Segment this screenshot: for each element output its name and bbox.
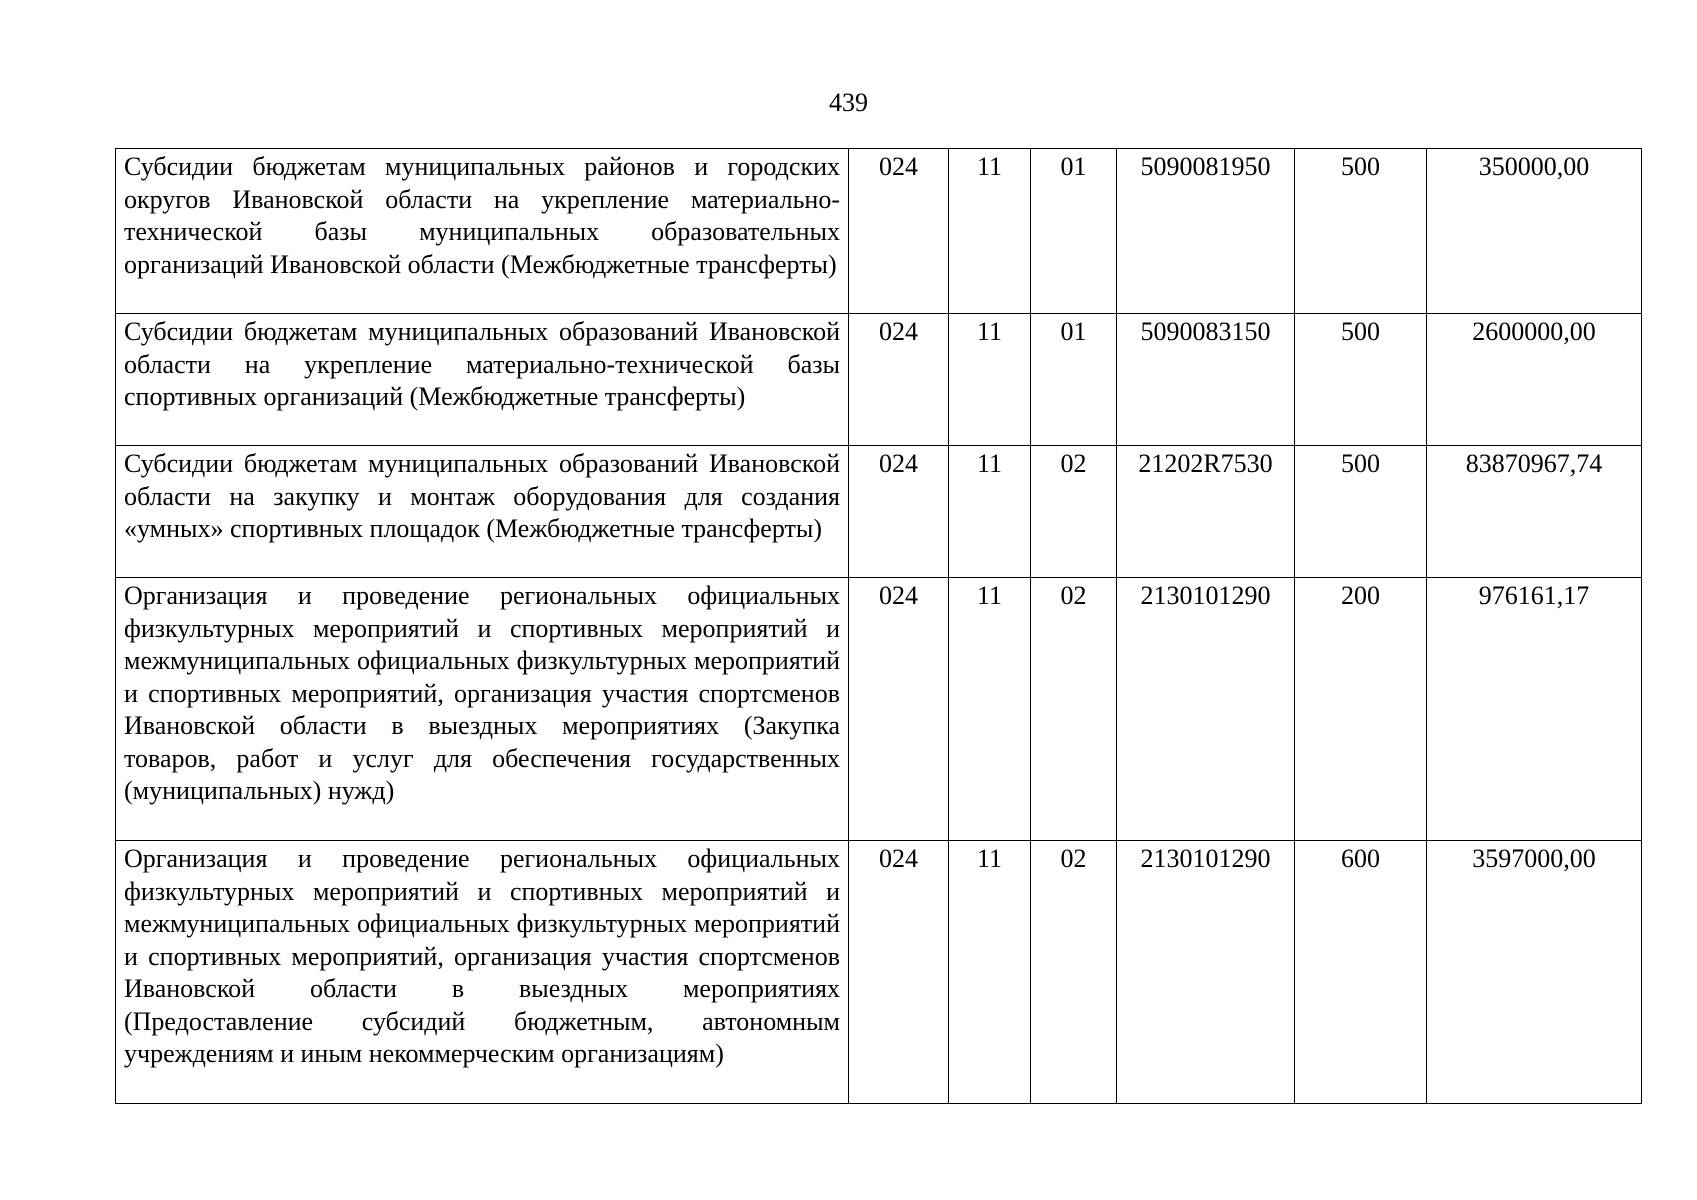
ministry-code: 024: [849, 314, 949, 446]
section-code: 11: [949, 314, 1031, 446]
amount: 2600000,00: [1427, 314, 1642, 446]
row-description: Субсидии бюджетам муниципальных образований Ивановской области на укрепление материально-технической базы спортивных организаций (Межбюджетные трансферты): [116, 314, 849, 446]
section-code: 11: [949, 446, 1031, 578]
expense-type-code: 200: [1295, 578, 1427, 841]
ministry-code: 024: [849, 841, 949, 1104]
target-article-code: 5090081950: [1117, 149, 1295, 314]
section-code: 11: [949, 841, 1031, 1104]
subsection-code: 01: [1031, 149, 1117, 314]
expense-type-code: 500: [1295, 446, 1427, 578]
amount: 3597000,00: [1427, 841, 1642, 1104]
amount: 976161,17: [1427, 578, 1642, 841]
section-code: 11: [949, 149, 1031, 314]
target-article-code: 2130101290: [1117, 841, 1295, 1104]
expense-type-code: 600: [1295, 841, 1427, 1104]
amount: 83870967,74: [1427, 446, 1642, 578]
expense-type-code: 500: [1295, 314, 1427, 446]
amount: 350000,00: [1427, 149, 1642, 314]
subsection-code: 02: [1031, 446, 1117, 578]
row-description: Субсидии бюджетам муниципальных образований Ивановской области на закупку и монтаж оборудования для создания «умных» спортивных площадок (Межбюджетные трансферты): [116, 446, 849, 578]
expense-type-code: 500: [1295, 149, 1427, 314]
budget-table: [115, 148, 1642, 1104]
ministry-code: 024: [849, 149, 949, 314]
ministry-code: 024: [849, 446, 949, 578]
table-row: [116, 314, 1642, 446]
section-code: 11: [949, 578, 1031, 841]
table-row: [116, 578, 1642, 841]
page-number: 439: [829, 88, 868, 117]
subsection-code: 02: [1031, 578, 1117, 841]
row-description: Субсидии бюджетам муниципальных районов и городских округов Ивановской области на укрепление материально-технической базы муниципальных образовательных организаций Ивановской области (Межбюджетные трансферты): [116, 149, 849, 314]
table-row: [116, 446, 1642, 578]
table-row: [116, 149, 1642, 314]
row-description: Организация и проведение региональных официальных физкультурных мероприятий и спортивных мероприятий и межмуниципальных официальных физкультурных мероприятий и спортивных мероприятий, организация участия спортсменов Ивановской области в выездных мероприятиях (Закупка товаров, работ и услуг для обеспечения государственных (муниципальных) нужд): [116, 578, 849, 841]
subsection-code: 02: [1031, 841, 1117, 1104]
table-row: [116, 841, 1642, 1104]
row-description: Организация и проведение региональных официальных физкультурных мероприятий и спортивных мероприятий и межмуниципальных официальных физкультурных мероприятий и спортивных мероприятий, организация участия спортсменов Ивановской области в выездных мероприятиях (Предоставление субсидий бюджетным, автономным учреждениям и иным некоммерческим организациям): [116, 841, 849, 1104]
target-article-code: 21202R7530: [1117, 446, 1295, 578]
subsection-code: 01: [1031, 314, 1117, 446]
ministry-code: 024: [849, 578, 949, 841]
target-article-code: 5090083150: [1117, 314, 1295, 446]
target-article-code: 2130101290: [1117, 578, 1295, 841]
